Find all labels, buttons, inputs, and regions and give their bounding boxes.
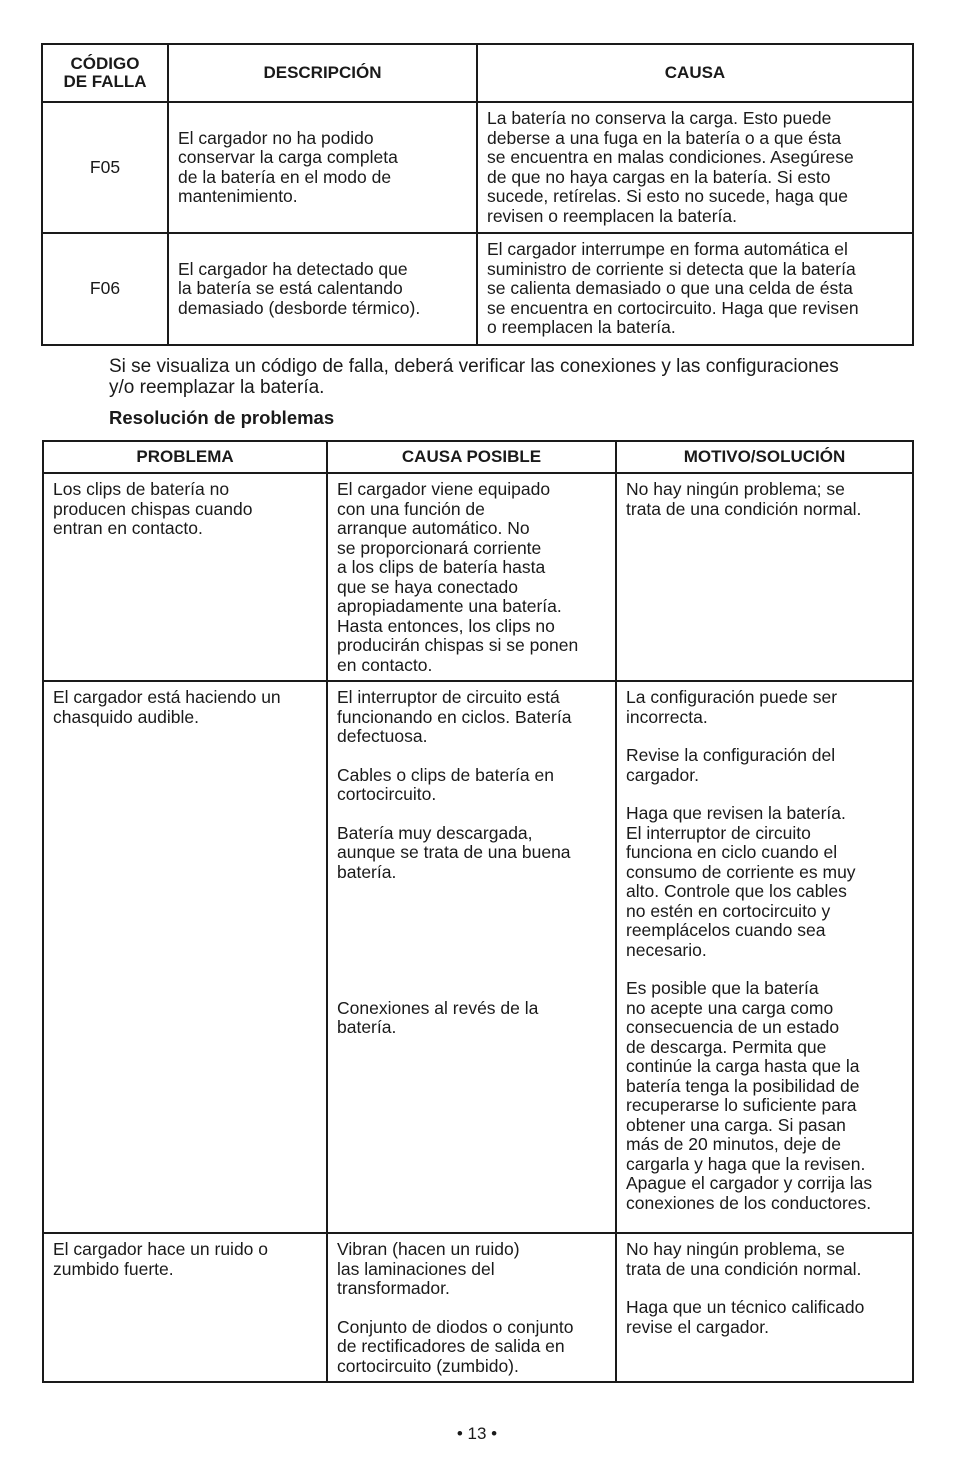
cause-entry: Cables o clips de batería en cortocircuito.	[337, 764, 554, 804]
header-problem: PROBLEMA	[43, 441, 327, 473]
solution-entry: La configuración puede ser incorrecta.	[626, 687, 838, 727]
cause-entry: Conexiones al revés de la batería.	[337, 997, 539, 1037]
problem-cell	[43, 681, 327, 1233]
header-description: DESCRIPCIÓN	[168, 44, 477, 102]
solution-entry: Revise la configuración del cargador.	[626, 745, 836, 785]
table-row	[43, 681, 913, 1233]
solution-entry: Es posible que la batería no acepte una carga como consecuencia de un estado de descarga. Permita que continúe la carga hasta que la batería tenga la posibilidad de recuperarse lo suficiente para obtener una carga. Si pasan más de 20 minutos, deje de cargarla y haga que la revisen. Apague el cargador y corrija las conexiones de los conductores.	[626, 978, 873, 1213]
cause-cell	[327, 681, 616, 1233]
header-reason-solution: MOTIVO/SOLUCIÓN	[616, 441, 913, 473]
solution-entry: No hay ningún problema; se trata de una condición normal.	[626, 479, 862, 519]
cause-cell	[327, 1233, 616, 1382]
problem-text: El cargador hace un ruido o zumbido fuerte.	[53, 1239, 268, 1279]
fault-row-f06	[42, 233, 913, 345]
header-cause: CAUSA	[477, 44, 913, 102]
fault-description: El cargador no ha podido conservar la carga completa de la batería en el modo de mantenimiento.	[168, 102, 477, 233]
problem-text: El cargador está haciendo un chasquido audible.	[53, 687, 281, 727]
fault-cause: El cargador interrumpe en forma automática el suministro de corriente si detecta que la batería se calienta demasiado o que una celda de ésta se encuentra en cortocircuito. Haga que revisen o reemplacen la batería.	[477, 233, 913, 345]
fault-code: F06	[42, 233, 168, 345]
fault-table-header-row	[42, 44, 913, 102]
cause-entry: Conjunto de diodos o conjunto de rectificadores de salida en cortocircuito (zumbido).	[337, 1316, 574, 1376]
table-row	[43, 1233, 913, 1382]
cause-entry: El cargador viene equipado con una función de arranque automático. No se proporcionará corriente a los clips de batería hasta que se haya conectado apropiadamente una batería. Hasta entonces, los clips no producirán chispas si se ponen en contacto.	[337, 479, 579, 675]
fault-cause: La batería no conserva la carga. Esto puede deberse a una fuga en la batería o a que ésta se encuentra en malas condiciones. Asegúrese de que no haya cargas en la batería. Si esto sucede, retírelas. Si esto no sucede, haga que revisen o reemplacen la batería.	[477, 102, 913, 233]
fault-code-table	[41, 43, 914, 346]
solution-entry: Haga que un técnico calificado revise el cargador.	[626, 1297, 865, 1337]
header-fault-code: CÓDIGO DE FALLA	[42, 44, 168, 102]
solution-entry: No hay ningún problema, se trata de una condición normal.	[626, 1239, 862, 1279]
problem-text: Los clips de batería no producen chispas cuando entran en contacto.	[53, 479, 253, 538]
problem-cell	[43, 473, 327, 681]
fault-code: F05	[42, 102, 168, 233]
problem-cell	[43, 1233, 327, 1382]
solution-cell	[616, 473, 913, 681]
table-row	[43, 473, 913, 681]
cause-entry: Vibran (hacen un ruido) las laminaciones del transformador.	[337, 1239, 520, 1298]
page-number: • 13 •	[456, 1424, 498, 1443]
cause-cell	[327, 473, 616, 681]
fault-description: El cargador ha detectado que la batería se está calentando demasiado (desborde térmico).	[168, 233, 477, 345]
troubleshooting-table	[42, 440, 914, 1383]
solution-entry: Haga que revisen la batería. El interruptor de circuito funciona en ciclo cuando el consumo de corriente es muy alto. Controle que los cables no estén en cortocircuito y reemplácelos cuando sea necesario.	[626, 803, 856, 960]
cause-entry: Batería muy descargada, aunque se trata de una buena batería.	[337, 822, 571, 882]
fault-row-f05	[42, 102, 913, 233]
trouble-table-header-row	[43, 441, 913, 473]
troubleshooting-heading: Resolución de problemas	[109, 407, 335, 428]
fault-code-note: Si se visualiza un código de falla, deberá verificar las conexiones y las configuraciones y/o reemplazar la batería.	[109, 356, 839, 398]
solution-cell	[616, 1233, 913, 1382]
cause-entry: El interruptor de circuito está funcionando en ciclos. Batería defectuosa.	[337, 687, 572, 746]
solution-cell	[616, 681, 913, 1233]
header-possible-cause: CAUSA POSIBLE	[327, 441, 616, 473]
